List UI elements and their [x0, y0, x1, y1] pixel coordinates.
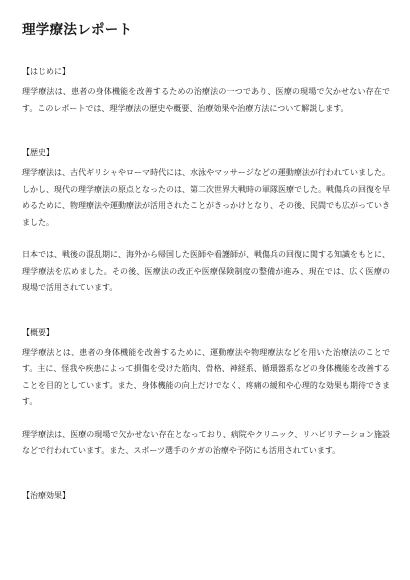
section-heading: 【治療効果】: [22, 490, 70, 500]
section-heading: 【歴史】: [22, 148, 54, 157]
section-treatment-effects: [22, 490, 390, 502]
section-introduction: [22, 66, 390, 117]
paragraph: 日本では、戦後の混乱期に、海外から帰国した医師や看護師が、戦傷兵の回復に関する知識をもとに、理学療法を広めました。その後、医療法の改正や医療保険制度の整備が進み、現在では、広く医療の現場で活用されています。: [22, 250, 390, 292]
paragraph: 理学療法は、医療の現場で欠かせない存在となっており、病院やクリニック、リハビリテーション施設などで行われています。また、スポーツ選手のケガの治療や予防にも活用されています。: [22, 429, 390, 455]
section-heading: 【概要】: [22, 327, 54, 337]
paragraph: 理学療法とは、患者の身体機能を改善するために、運動療法や物理療法などを用いた治療法のことです。主に、怪我や疾患によって損傷を受けた筋肉、骨格、神経系、循環器系などの身体機能を改善することを目的としています。また、身体機能の向上だけでなく、疼痛の緩和や心理的な効果も期待できます。: [22, 347, 390, 406]
section-heading: 【はじめに】: [22, 67, 70, 76]
section-history: [22, 147, 390, 297]
document-title: 理学療法レポート: [22, 22, 133, 38]
paragraph: 理学療法は、古代ギリシャやローマ時代には、水泳やマッサージなどの運動療法が行われていました。しかし、現代の理学療法の原点となったのは、第二次世界大戦時の軍隊医療でした。戦傷兵の回復を早めるために、物理療法や運動療法が活用されたことがきっかけとなり、その後、民間でも広がっていきました。: [22, 168, 390, 227]
section-overview: [22, 327, 390, 460]
paragraph: 理学療法は、患者の身体機能を改善するための治療法の一つであり、医療の現場で欠かせない存在です。このレポートでは、理学療法の歴史や概要、治療効果や治療方法について解説します。: [22, 87, 390, 113]
